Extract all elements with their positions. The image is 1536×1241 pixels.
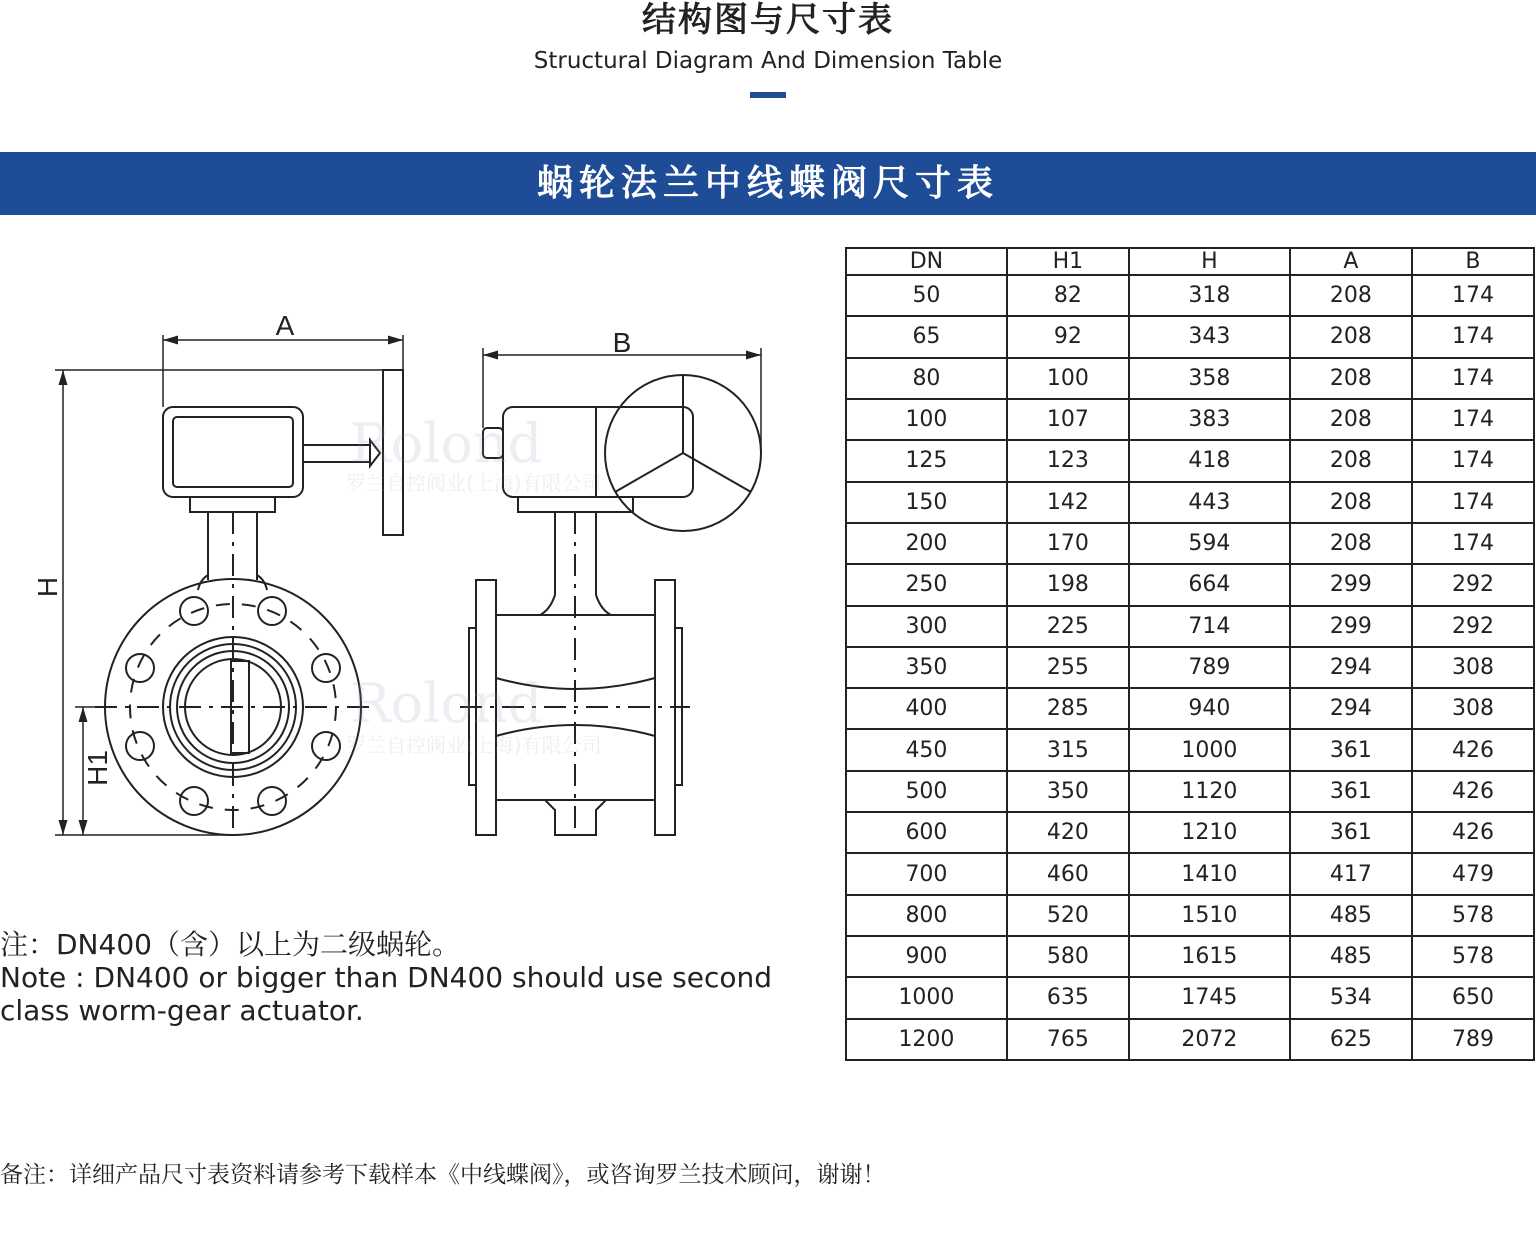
cell-b: 426 (1412, 771, 1534, 812)
cell-h: 714 (1129, 606, 1290, 647)
page-subtitle: Structural Diagram And Dimension Table (533, 48, 1003, 74)
cell-h: 1615 (1129, 936, 1290, 977)
cell-h: 1410 (1129, 853, 1290, 894)
structural-diagram (20, 300, 800, 860)
cell-dn: 800 (846, 895, 1007, 936)
table-body (846, 275, 1534, 1060)
cell-a: 361 (1290, 812, 1412, 853)
note-en-line2: class worm-gear actuator. (0, 994, 364, 1027)
cell-b: 174 (1412, 358, 1534, 399)
watermark-company: 罗兰自控阀业(上海)有限公司 (346, 471, 602, 495)
cell-a: 625 (1290, 1019, 1412, 1060)
cell-dn: 250 (846, 564, 1007, 605)
cell-b: 426 (1412, 812, 1534, 853)
cell-b: 426 (1412, 729, 1534, 770)
cell-b: 578 (1412, 936, 1534, 977)
cell-b: 479 (1412, 853, 1534, 894)
cell-a: 208 (1290, 482, 1412, 523)
cell-b: 174 (1412, 440, 1534, 481)
dim-label-h1: H1 (82, 750, 113, 786)
cell-dn: 50 (846, 275, 1007, 316)
table-row (846, 771, 1534, 812)
column-header-h1: H1 (1007, 248, 1129, 275)
cell-h: 594 (1129, 523, 1290, 564)
cell-h: 418 (1129, 440, 1290, 481)
cell-b: 174 (1412, 275, 1534, 316)
cell-dn: 65 (846, 316, 1007, 357)
dim-label-a: A (275, 310, 295, 341)
cell-dn: 700 (846, 853, 1007, 894)
cell-h: 1510 (1129, 895, 1290, 936)
table-row (846, 523, 1534, 564)
watermark (346, 412, 602, 757)
cell-dn: 100 (846, 399, 1007, 440)
table-row (846, 316, 1534, 357)
column-header-dn: DN (846, 248, 1007, 275)
table-row (846, 564, 1534, 605)
cell-a: 294 (1290, 647, 1412, 688)
cell-h1: 92 (1007, 316, 1129, 357)
cell-a: 208 (1290, 523, 1412, 564)
page-title: 结构图与尺寸表 (642, 0, 894, 40)
cell-b: 174 (1412, 482, 1534, 523)
table-row (846, 812, 1534, 853)
cell-h1: 142 (1007, 482, 1129, 523)
cell-dn: 200 (846, 523, 1007, 564)
watermark-company-2: 罗兰自控阀业(上海)有限公司 (346, 733, 602, 757)
cell-b: 292 (1412, 606, 1534, 647)
watermark-brand-2: Rolond (350, 672, 543, 735)
cell-h1: 350 (1007, 771, 1129, 812)
cell-h1: 420 (1007, 812, 1129, 853)
cell-h1: 255 (1007, 647, 1129, 688)
cell-h1: 107 (1007, 399, 1129, 440)
column-header-h: H (1129, 248, 1290, 275)
cell-a: 208 (1290, 358, 1412, 399)
cell-h: 343 (1129, 316, 1290, 357)
watermark-brand: Rolond (350, 412, 543, 475)
cell-h1: 635 (1007, 977, 1129, 1018)
table-row (846, 853, 1534, 894)
cell-h1: 285 (1007, 688, 1129, 729)
cell-h: 1210 (1129, 812, 1290, 853)
cell-h: 1120 (1129, 771, 1290, 812)
cell-h1: 765 (1007, 1019, 1129, 1060)
cell-h1: 225 (1007, 606, 1129, 647)
cell-b: 174 (1412, 316, 1534, 357)
table-row (846, 1019, 1534, 1060)
column-header-a: A (1290, 248, 1412, 275)
table-header-row (846, 248, 1534, 275)
cell-h1: 580 (1007, 936, 1129, 977)
cell-dn: 150 (846, 482, 1007, 523)
column-header-b: B (1412, 248, 1534, 275)
table-row (846, 688, 1534, 729)
cell-a: 534 (1290, 977, 1412, 1018)
remark: 备注：详细产品尺寸表资料请参考下载样本《中线蝶阀》，或咨询罗兰技术顾问，谢谢！ (0, 1162, 886, 1188)
cell-h1: 520 (1007, 895, 1129, 936)
cell-h1: 123 (1007, 440, 1129, 481)
cell-a: 208 (1290, 399, 1412, 440)
cell-h: 1000 (1129, 729, 1290, 770)
table-row (846, 977, 1534, 1018)
section-banner: 蜗轮法兰中线蝶阀尺寸表 (0, 152, 1536, 215)
cell-h1: 198 (1007, 564, 1129, 605)
cell-a: 299 (1290, 606, 1412, 647)
cell-h: 2072 (1129, 1019, 1290, 1060)
table-row (846, 647, 1534, 688)
cell-dn: 450 (846, 729, 1007, 770)
cell-b: 578 (1412, 895, 1534, 936)
table-row (846, 358, 1534, 399)
table-row (846, 606, 1534, 647)
dim-label-b: B (612, 327, 632, 358)
table-row (846, 729, 1534, 770)
cell-h1: 100 (1007, 358, 1129, 399)
title-accent-bar (750, 92, 786, 98)
note-cn: 注：DN400（含）以上为二级蜗轮。 (0, 928, 460, 961)
table-row (846, 936, 1534, 977)
cell-dn: 500 (846, 771, 1007, 812)
cell-h1: 170 (1007, 523, 1129, 564)
cell-a: 361 (1290, 771, 1412, 812)
note (0, 928, 820, 1027)
cell-dn: 80 (846, 358, 1007, 399)
cell-a: 208 (1290, 316, 1412, 357)
table-row (846, 482, 1534, 523)
cell-dn: 1200 (846, 1019, 1007, 1060)
cell-h: 443 (1129, 482, 1290, 523)
cell-b: 308 (1412, 647, 1534, 688)
cell-h: 1745 (1129, 977, 1290, 1018)
cell-b: 174 (1412, 399, 1534, 440)
cell-dn: 900 (846, 936, 1007, 977)
cell-h: 789 (1129, 647, 1290, 688)
table-row (846, 895, 1534, 936)
cell-a: 485 (1290, 895, 1412, 936)
cell-b: 292 (1412, 564, 1534, 605)
dimension-table (845, 247, 1535, 1061)
cell-h: 940 (1129, 688, 1290, 729)
cell-a: 417 (1290, 853, 1412, 894)
cell-a: 485 (1290, 936, 1412, 977)
cell-dn: 1000 (846, 977, 1007, 1018)
cell-b: 174 (1412, 523, 1534, 564)
cell-dn: 400 (846, 688, 1007, 729)
cell-dn: 300 (846, 606, 1007, 647)
cell-a: 208 (1290, 440, 1412, 481)
cell-h1: 460 (1007, 853, 1129, 894)
cell-h: 664 (1129, 564, 1290, 605)
cell-h: 383 (1129, 399, 1290, 440)
cell-a: 299 (1290, 564, 1412, 605)
cell-b: 789 (1412, 1019, 1534, 1060)
cell-dn: 125 (846, 440, 1007, 481)
cell-h1: 82 (1007, 275, 1129, 316)
table-row (846, 440, 1534, 481)
cell-h: 358 (1129, 358, 1290, 399)
cell-dn: 600 (846, 812, 1007, 853)
cell-dn: 350 (846, 647, 1007, 688)
cell-b: 650 (1412, 977, 1534, 1018)
table-row (846, 275, 1534, 316)
table-row (846, 399, 1534, 440)
cell-a: 294 (1290, 688, 1412, 729)
cell-h: 318 (1129, 275, 1290, 316)
cell-a: 361 (1290, 729, 1412, 770)
dim-label-h: H (32, 576, 63, 598)
cell-b: 308 (1412, 688, 1534, 729)
cell-h1: 315 (1007, 729, 1129, 770)
cell-a: 208 (1290, 275, 1412, 316)
note-en-line1: Note : DN400 or bigger than DN400 should use second (0, 961, 773, 994)
